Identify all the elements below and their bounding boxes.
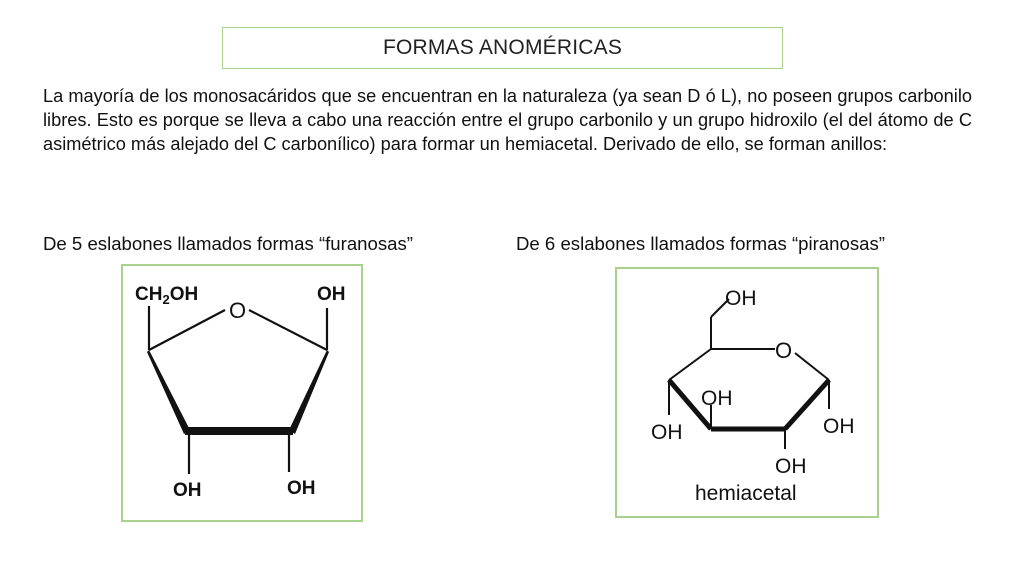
pyranose-structure	[617, 269, 881, 520]
pyranose-panel	[615, 267, 879, 518]
furanose-bond-o-c1	[249, 310, 327, 350]
furanose-wedge-right	[289, 350, 329, 434]
furanose-wedge-left	[147, 350, 190, 434]
pyranose-bond-o-c1	[795, 353, 829, 380]
furanose-label: De 5 eslabones llamados formas “furanosas”	[43, 233, 413, 254]
slide-title: FORMAS ANOMÉRICAS	[382, 36, 623, 59]
furanose-oh-top-right: OH	[317, 284, 346, 305]
pyranose-oh-top: OH	[725, 287, 757, 310]
pyranose-ring-oxygen: O	[775, 338, 793, 363]
pyranose-bond-c5-c4	[669, 349, 711, 380]
furanose-bond-c4-o	[149, 310, 225, 350]
pyranose-label: De 6 eslabones llamados formas “piranosas”	[516, 233, 885, 254]
pyranose-oh-inner: OH	[701, 387, 733, 410]
intro-paragraph: La mayoría de los monosacáridos que se encuentran en la naturaleza (ya sean D ó L), no poseen grupos carbonilo libres. Esto es porque se lleva a cabo una reacción entre el grupo carbonilo y un grupo hidroxilo (el del átomo de C asimétrico más alejado del C carbonílico) para formar un hemiacetal. Derivado de ello, se forman anillos:	[43, 86, 972, 154]
furanose-oh-bottom-right: OH	[287, 478, 316, 499]
furanose-bond-front	[185, 427, 293, 435]
furanose-structure	[123, 266, 365, 524]
pyranose-oh-bottom: OH	[775, 455, 807, 478]
furanose-oh-bottom-left: OH	[173, 480, 202, 501]
pyranose-oh-left: OH	[651, 421, 683, 444]
furanose-panel	[121, 264, 363, 522]
pyranose-caption: hemiacetal	[695, 482, 797, 505]
furanose-ch2oh-label: $CH_2OH$	[135, 284, 199, 307]
furanose-ring-oxygen: O	[229, 298, 247, 323]
pyranose-oh-right: OH	[823, 415, 855, 438]
slide-title-box	[222, 27, 783, 69]
